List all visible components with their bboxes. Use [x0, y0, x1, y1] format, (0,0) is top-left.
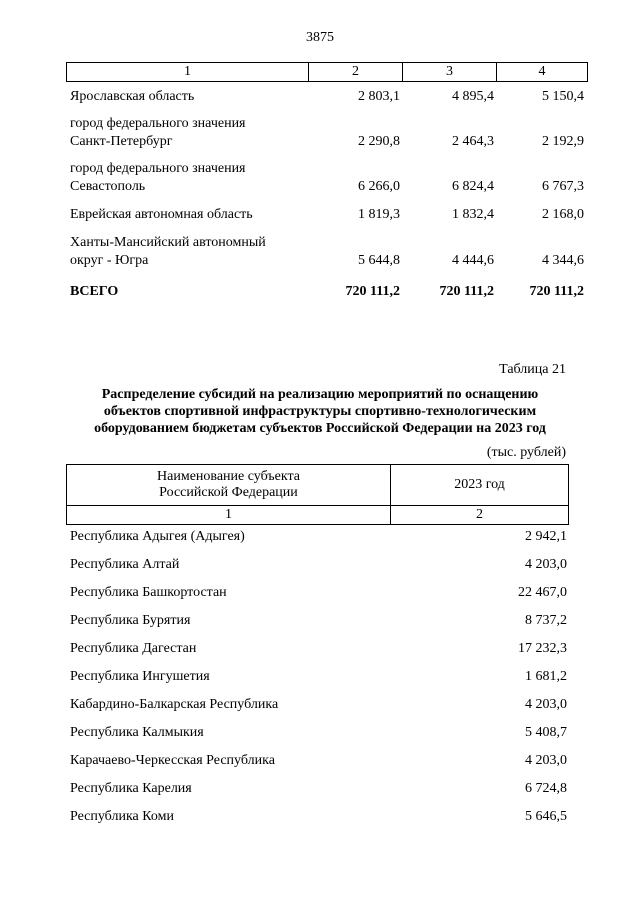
table2-row [70, 696, 567, 714]
region-name [70, 115, 310, 151]
value-col3: 1 832,4 [452, 207, 494, 222]
units-label: (тыс. рублей) [486, 445, 566, 460]
table2-row [70, 584, 567, 602]
table2-row [70, 752, 567, 770]
table-title [40, 386, 600, 437]
value-col4: 2 168,0 [542, 207, 584, 222]
table2-row [70, 528, 567, 546]
table1-header-col4: 4 [538, 64, 546, 79]
region-name-line: город федерального значения [70, 161, 246, 176]
header-num-2: 2 [476, 507, 483, 522]
subsidy-value: 5 646,5 [525, 809, 567, 824]
region-name: Республика Башкортостан [70, 585, 227, 600]
page-number: 3875 [306, 30, 334, 45]
value-col4: 5 150,4 [542, 89, 584, 104]
subsidy-value: 4 203,0 [525, 557, 567, 572]
region-name: Еврейская автономная область [70, 207, 253, 222]
subsidy-value: 4 203,0 [525, 697, 567, 712]
table1-header-col1: 1 [67, 63, 309, 81]
header-region-line: Российской Федерации [159, 485, 298, 500]
subsidy-value: 1 681,2 [525, 669, 567, 684]
region-name: Республика Адыгея (Адыгея) [70, 529, 245, 544]
region-name: Республика Коми [70, 809, 174, 824]
region-name: Республика Ингушетия [70, 669, 210, 684]
region-name: Республика Калмыкия [70, 725, 204, 740]
table1-header [66, 62, 588, 82]
region-name: Кабардино-Балкарская Республика [70, 697, 279, 712]
region-name-line: округ - Югра [70, 253, 149, 268]
table2-row [70, 668, 567, 686]
total-col2: 720 111,2 [345, 284, 400, 299]
region-name-line: Санкт-Петербург [70, 134, 173, 149]
region-name [70, 234, 310, 270]
value-col2: 2 803,1 [358, 89, 400, 104]
subsidy-value: 2 942,1 [525, 529, 567, 544]
value-col3: 6 824,4 [452, 179, 494, 194]
total-col4: 720 111,2 [529, 284, 584, 299]
header-num-1: 1 [67, 506, 391, 524]
value-col3: 4 895,4 [452, 89, 494, 104]
subsidy-value: 22 467,0 [518, 585, 567, 600]
subsidy-value: 8 737,2 [525, 613, 567, 628]
value-col3: 2 464,3 [452, 134, 494, 149]
region-name: Карачаево-Черкесская Республика [70, 753, 275, 768]
value-col2: 6 266,0 [358, 179, 400, 194]
region-name-line: город федерального значения [70, 116, 246, 131]
region-name: Республика Карелия [70, 781, 192, 796]
header-year: 2023 год [454, 477, 505, 492]
subsidy-value: 4 203,0 [525, 753, 567, 768]
table2-row [70, 724, 567, 742]
region-name [70, 160, 310, 196]
table1-header-col3: 3 [403, 63, 497, 81]
region-name-line: Севастополь [70, 179, 146, 194]
subsidy-value: 5 408,7 [525, 725, 567, 740]
region-name-line: Ханты-Мансийский автономный [70, 235, 266, 250]
table-caption: Таблица 21 [499, 362, 566, 377]
table1-header-col2: 2 [309, 63, 403, 81]
value-col2: 5 644,8 [358, 253, 400, 268]
region-name: Ярославская область [70, 89, 195, 104]
value-col4: 2 192,9 [542, 134, 584, 149]
table2-row [70, 780, 567, 798]
value-col2: 1 819,3 [358, 207, 400, 222]
table2-row [70, 612, 567, 630]
table2-row [70, 808, 567, 826]
table2-row [70, 640, 567, 658]
table-title-line: объектов спортивной инфраструктуры спортивно-технологическим [103, 404, 537, 419]
value-col4: 6 767,3 [542, 179, 584, 194]
total-label: ВСЕГО [70, 284, 119, 299]
table-title-line: Распределение субсидий на реализацию мероприятий по оснащению [101, 387, 539, 402]
region-name: Республика Бурятия [70, 613, 191, 628]
header-region-name [67, 465, 391, 505]
region-name: Республика Дагестан [70, 641, 197, 656]
value-col4: 4 344,6 [542, 253, 584, 268]
table-title-line: оборудованием бюджетам субъектов Российской Федерации на 2023 год [94, 421, 546, 436]
subsidy-value: 17 232,3 [518, 641, 567, 656]
table2-header [66, 464, 569, 525]
header-region-line: Наименование субъекта [157, 469, 300, 484]
region-name: Республика Алтай [70, 557, 180, 572]
table2-row [70, 556, 567, 574]
value-col2: 2 290,8 [358, 134, 400, 149]
subsidy-value: 6 724,8 [525, 781, 567, 796]
total-col3: 720 111,2 [439, 284, 494, 299]
value-col3: 4 444,6 [452, 253, 494, 268]
